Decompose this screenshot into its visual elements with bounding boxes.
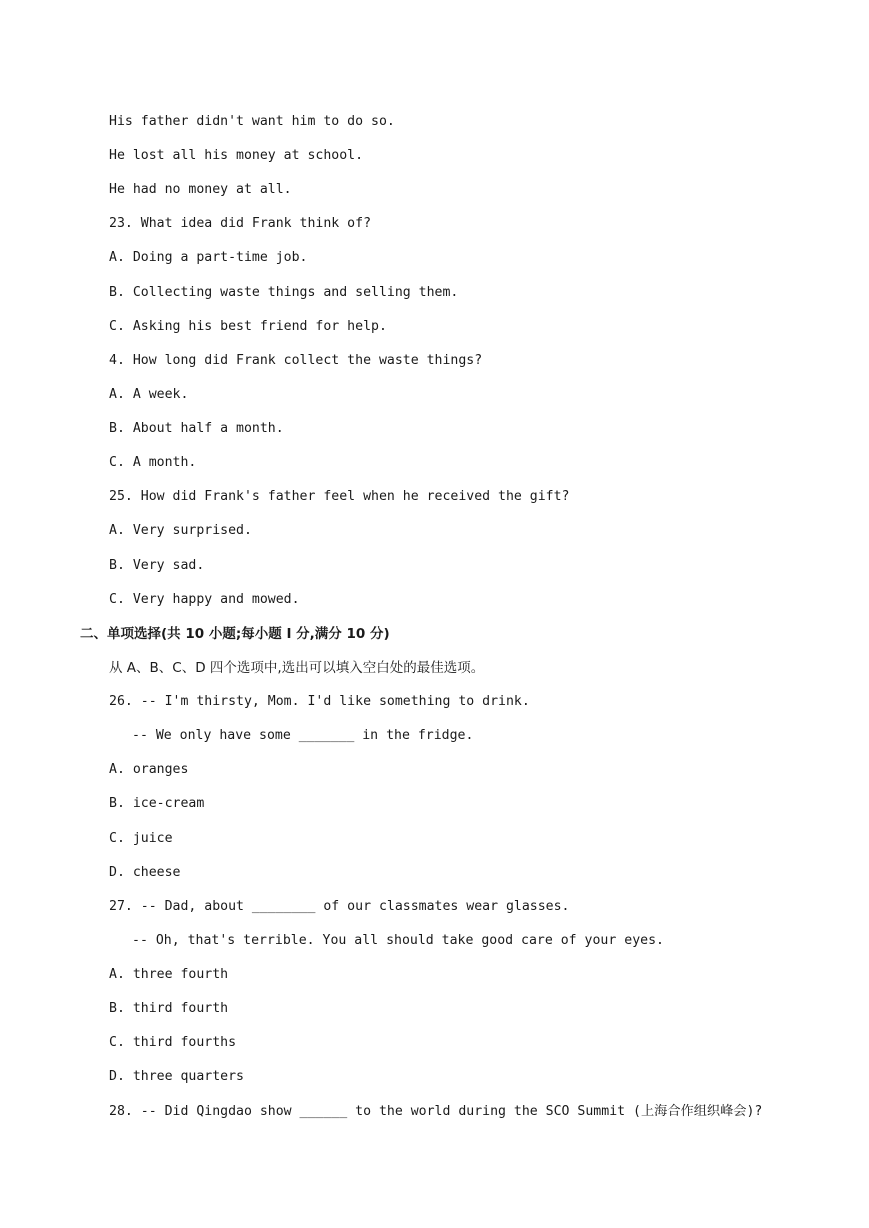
question-26-option-b: B. ice-cream bbox=[109, 796, 205, 811]
answer-option-line: His father didn't want him to do so. bbox=[109, 114, 395, 129]
section-instructions: 从 A、B、C、D 四个选项中,选出可以填入空白处的最佳选项。 bbox=[109, 660, 485, 676]
answer-option-line: He had no money at all. bbox=[109, 182, 292, 197]
question-26-option-c: C. juice bbox=[109, 831, 173, 846]
question-27-option-c: C. third fourths bbox=[109, 1035, 237, 1050]
question-26-reply: -- We only have some _______ in the fridge. bbox=[132, 728, 474, 743]
question-27-option-b: B. third fourth bbox=[109, 1001, 229, 1016]
question-26-option-a: A. oranges bbox=[109, 762, 189, 777]
question-24-option-a: A. A week. bbox=[109, 387, 189, 402]
question-24: 4. How long did Frank collect the waste things? bbox=[109, 353, 483, 368]
question-25: 25. How did Frank's father feel when he received the gift? bbox=[109, 489, 570, 504]
question-28: 28. -- Did Qingdao show ______ to the world during the SCO Summit (上海合作组织峰会)? bbox=[109, 1104, 763, 1119]
question-27: 27. -- Dad, about ________ of our classmates wear glasses. bbox=[109, 899, 570, 914]
question-25-option-b: B. Very sad. bbox=[109, 558, 205, 573]
question-25-option-a: A. Very surprised. bbox=[109, 523, 252, 538]
answer-option-line: He lost all his money at school. bbox=[109, 148, 364, 163]
question-24-option-c: C. A month. bbox=[109, 455, 197, 470]
question-27-reply: -- Oh, that's terrible. You all should take good care of your eyes. bbox=[132, 933, 664, 948]
question-23: 23. What idea did Frank think of? bbox=[109, 216, 372, 231]
question-26: 26. -- I'm thirsty, Mom. I'd like something to drink. bbox=[109, 694, 530, 709]
question-23-option-c: C. Asking his best friend for help. bbox=[109, 319, 387, 334]
question-27-option-d: D. three quarters bbox=[109, 1069, 244, 1084]
question-23-option-a: A. Doing a part-time job. bbox=[109, 250, 308, 265]
question-26-option-d: D. cheese bbox=[109, 865, 181, 880]
question-27-option-a: A. three fourth bbox=[109, 967, 229, 982]
section-heading: 二、单项选择(共 10 小题;每小题 I 分,满分 10 分) bbox=[80, 626, 390, 642]
question-24-option-b: B. About half a month. bbox=[109, 421, 284, 436]
question-25-option-c: C. Very happy and mowed. bbox=[109, 592, 300, 607]
question-23-option-b: B. Collecting waste things and selling them. bbox=[109, 285, 459, 300]
